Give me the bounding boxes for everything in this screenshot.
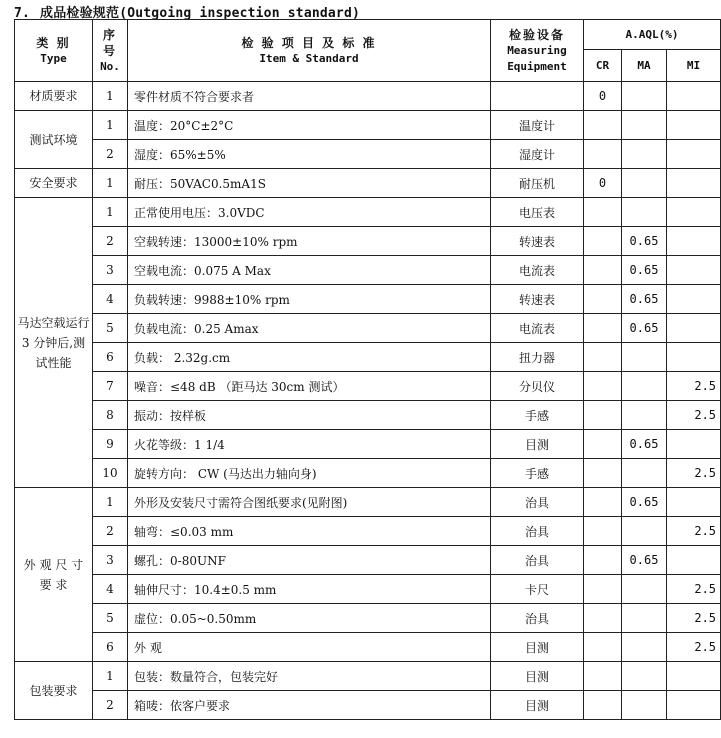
aql-ma (622, 662, 667, 691)
equipment: 治具 (491, 604, 584, 633)
aql-cr (584, 633, 622, 662)
aql-cr (584, 459, 622, 488)
aql-mi (667, 256, 721, 285)
table-row (15, 517, 721, 546)
table-row (15, 488, 721, 517)
equipment: 目测 (491, 633, 584, 662)
item-standard: 火花等级：1 1/4 (128, 430, 491, 459)
equipment: 目测 (491, 662, 584, 691)
item-standard: 负载转速：9988±10% rpm (128, 285, 491, 314)
equipment: 治具 (491, 546, 584, 575)
aql-mi: 2.5 (667, 401, 721, 430)
header-ma: MA (622, 50, 667, 82)
aql-ma: 0.65 (622, 285, 667, 314)
equipment: 电流表 (491, 256, 584, 285)
row-number: 2 (93, 691, 128, 720)
table-row (15, 198, 721, 227)
aql-ma: 0.65 (622, 430, 667, 459)
row-number: 1 (93, 111, 128, 140)
aql-mi (667, 140, 721, 169)
header-no-zh-1: 序 (102, 27, 117, 42)
item-standard: 负载： 2.32g.cm (128, 343, 491, 372)
header-item-zh: 检 验 项 目 及 标 准 (241, 35, 377, 50)
header-equip-en-1: Measuring (507, 43, 567, 57)
row-number: 4 (93, 285, 128, 314)
table-row (15, 285, 721, 314)
item-standard: 耐压：50VAC0.5mA1S (128, 169, 491, 198)
aql-cr (584, 430, 622, 459)
aql-cr: 0 (584, 82, 622, 111)
aql-ma: 0.65 (622, 256, 667, 285)
equipment: 目测 (491, 691, 584, 720)
table-row (15, 372, 721, 401)
header-aql (584, 20, 721, 50)
aql-mi: 2.5 (667, 633, 721, 662)
header-aql-label: A.AQL(%) (625, 28, 679, 41)
aql-mi: 2.5 (667, 604, 721, 633)
header-cr: CR (584, 50, 622, 82)
aql-mi: 2.5 (667, 517, 721, 546)
aql-ma (622, 111, 667, 140)
aql-cr (584, 285, 622, 314)
equipment: 手感 (491, 459, 584, 488)
equipment: 治具 (491, 517, 584, 546)
aql-mi (667, 488, 721, 517)
header-type (15, 20, 93, 82)
aql-mi (667, 111, 721, 140)
row-number: 6 (93, 633, 128, 662)
section-number: 7. (14, 6, 31, 21)
item-standard: 轴伸尺寸：10.4±0.5 mm (128, 575, 491, 604)
row-number: 3 (93, 256, 128, 285)
header-equip-zh: 检验设备 (508, 27, 565, 42)
row-number: 4 (93, 575, 128, 604)
aql-cr (584, 256, 622, 285)
equipment: 转速表 (491, 285, 584, 314)
item-standard: 空载电流：0.075 A Max (128, 256, 491, 285)
item-standard: 箱唛：依客户要求 (128, 691, 491, 720)
header-type-zh: 类 别 (36, 35, 71, 50)
category-cell: 测试环境 (15, 111, 93, 169)
aql-ma (622, 198, 667, 227)
row-number: 1 (93, 169, 128, 198)
header-item-en: Item & Standard (259, 51, 359, 65)
row-number: 9 (93, 430, 128, 459)
table-row (15, 227, 721, 256)
row-number: 1 (93, 82, 128, 111)
table-row (15, 546, 721, 575)
item-standard: 外 观 (128, 633, 491, 662)
aql-mi (667, 691, 721, 720)
row-number: 2 (93, 517, 128, 546)
item-standard: 旋转方向： CW (马达出力轴向身) (128, 459, 491, 488)
aql-ma (622, 575, 667, 604)
row-number: 10 (93, 459, 128, 488)
item-standard: 螺孔：0-80UNF (128, 546, 491, 575)
aql-ma (622, 372, 667, 401)
row-number: 8 (93, 401, 128, 430)
aql-ma (622, 517, 667, 546)
table-row (15, 691, 721, 720)
aql-mi: 2.5 (667, 459, 721, 488)
section-title-text: 成品检验规范(Outgoing inspection standard) (40, 6, 360, 21)
aql-ma (622, 82, 667, 111)
equipment: 电流表 (491, 314, 584, 343)
item-standard: 轴弯：≤0.03 mm (128, 517, 491, 546)
item-standard: 温度：20°C±2°C (128, 111, 491, 140)
aql-mi (667, 343, 721, 372)
inspection-table (14, 19, 721, 720)
aql-cr (584, 401, 622, 430)
equipment (491, 82, 584, 111)
equipment: 手感 (491, 401, 584, 430)
category-cell: 安全要求 (15, 169, 93, 198)
item-standard: 湿度：65%±5% (128, 140, 491, 169)
row-number: 1 (93, 198, 128, 227)
aql-mi (667, 430, 721, 459)
table-body (15, 82, 721, 720)
table-row (15, 430, 721, 459)
aql-cr (584, 314, 622, 343)
row-number: 7 (93, 372, 128, 401)
item-standard: 负载电流：0.25 Amax (128, 314, 491, 343)
header-equip-en-2: Equipment (507, 59, 567, 73)
aql-ma: 0.65 (622, 488, 667, 517)
aql-mi (667, 82, 721, 111)
aql-cr (584, 198, 622, 227)
aql-mi (667, 227, 721, 256)
item-standard: 正常使用电压：3.0VDC (128, 198, 491, 227)
header-equipment (491, 20, 584, 82)
row-number: 1 (93, 488, 128, 517)
row-number: 3 (93, 546, 128, 575)
table-row (15, 604, 721, 633)
aql-ma (622, 343, 667, 372)
item-standard: 包装：数量符合，包装完好 (128, 662, 491, 691)
aql-cr (584, 343, 622, 372)
header-no-zh-2: 号 (102, 43, 117, 58)
aql-mi (667, 198, 721, 227)
row-number: 5 (93, 604, 128, 633)
equipment: 分贝仪 (491, 372, 584, 401)
aql-mi (667, 546, 721, 575)
item-standard: 虚位：0.05~0.50mm (128, 604, 491, 633)
item-standard: 零件材质不符合要求者 (128, 82, 491, 111)
aql-cr (584, 111, 622, 140)
aql-cr (584, 517, 622, 546)
row-number: 5 (93, 314, 128, 343)
equipment: 卡尺 (491, 575, 584, 604)
aql-ma (622, 459, 667, 488)
aql-ma (622, 604, 667, 633)
item-standard: 振动：按样板 (128, 401, 491, 430)
equipment: 耐压机 (491, 169, 584, 198)
aql-cr (584, 372, 622, 401)
table-row (15, 256, 721, 285)
table-row (15, 401, 721, 430)
aql-ma: 0.65 (622, 227, 667, 256)
table-row (15, 111, 721, 140)
table-row (15, 459, 721, 488)
aql-ma (622, 401, 667, 430)
header-mi: MI (667, 50, 721, 82)
table-row (15, 343, 721, 372)
aql-mi: 2.5 (667, 575, 721, 604)
aql-mi (667, 314, 721, 343)
aql-ma: 0.65 (622, 314, 667, 343)
equipment: 湿度计 (491, 140, 584, 169)
aql-mi (667, 285, 721, 314)
table-row (15, 169, 721, 198)
aql-cr (584, 575, 622, 604)
header-no (93, 20, 128, 82)
aql-cr (584, 662, 622, 691)
aql-ma (622, 140, 667, 169)
aql-cr: 0 (584, 169, 622, 198)
category-cell: 马达空载运行 3 分钟后,测试性能 (15, 198, 93, 488)
item-standard: 空载转速：13000±10% rpm (128, 227, 491, 256)
equipment: 转速表 (491, 227, 584, 256)
aql-mi (667, 662, 721, 691)
aql-ma (622, 633, 667, 662)
header-item (128, 20, 491, 82)
row-number: 2 (93, 227, 128, 256)
aql-cr (584, 691, 622, 720)
table-row (15, 575, 721, 604)
aql-mi (667, 169, 721, 198)
aql-ma (622, 691, 667, 720)
table-row (15, 314, 721, 343)
category-cell: 包装要求 (15, 662, 93, 720)
category-cell: 外 观 尺 寸 要 求 (15, 488, 93, 662)
aql-cr (584, 604, 622, 633)
item-standard: 噪音：≤48 dB （距马达 30cm 测试） (128, 372, 491, 401)
equipment: 目测 (491, 430, 584, 459)
row-number: 2 (93, 140, 128, 169)
aql-cr (584, 140, 622, 169)
aql-cr (584, 546, 622, 575)
equipment: 温度计 (491, 111, 584, 140)
row-number: 1 (93, 662, 128, 691)
table-row (15, 82, 721, 111)
equipment: 扭力器 (491, 343, 584, 372)
aql-ma (622, 169, 667, 198)
header-type-en: Type (40, 51, 67, 65)
table-row (15, 140, 721, 169)
table-row (15, 633, 721, 662)
aql-mi: 2.5 (667, 372, 721, 401)
aql-ma: 0.65 (622, 546, 667, 575)
aql-cr (584, 227, 622, 256)
table-row (15, 662, 721, 691)
equipment: 治具 (491, 488, 584, 517)
item-standard: 外形及安装尺寸需符合图纸要求(见附图) (128, 488, 491, 517)
header-no-en: No. (100, 59, 120, 73)
row-number: 6 (93, 343, 128, 372)
equipment: 电压表 (491, 198, 584, 227)
aql-cr (584, 488, 622, 517)
category-cell: 材质要求 (15, 82, 93, 111)
